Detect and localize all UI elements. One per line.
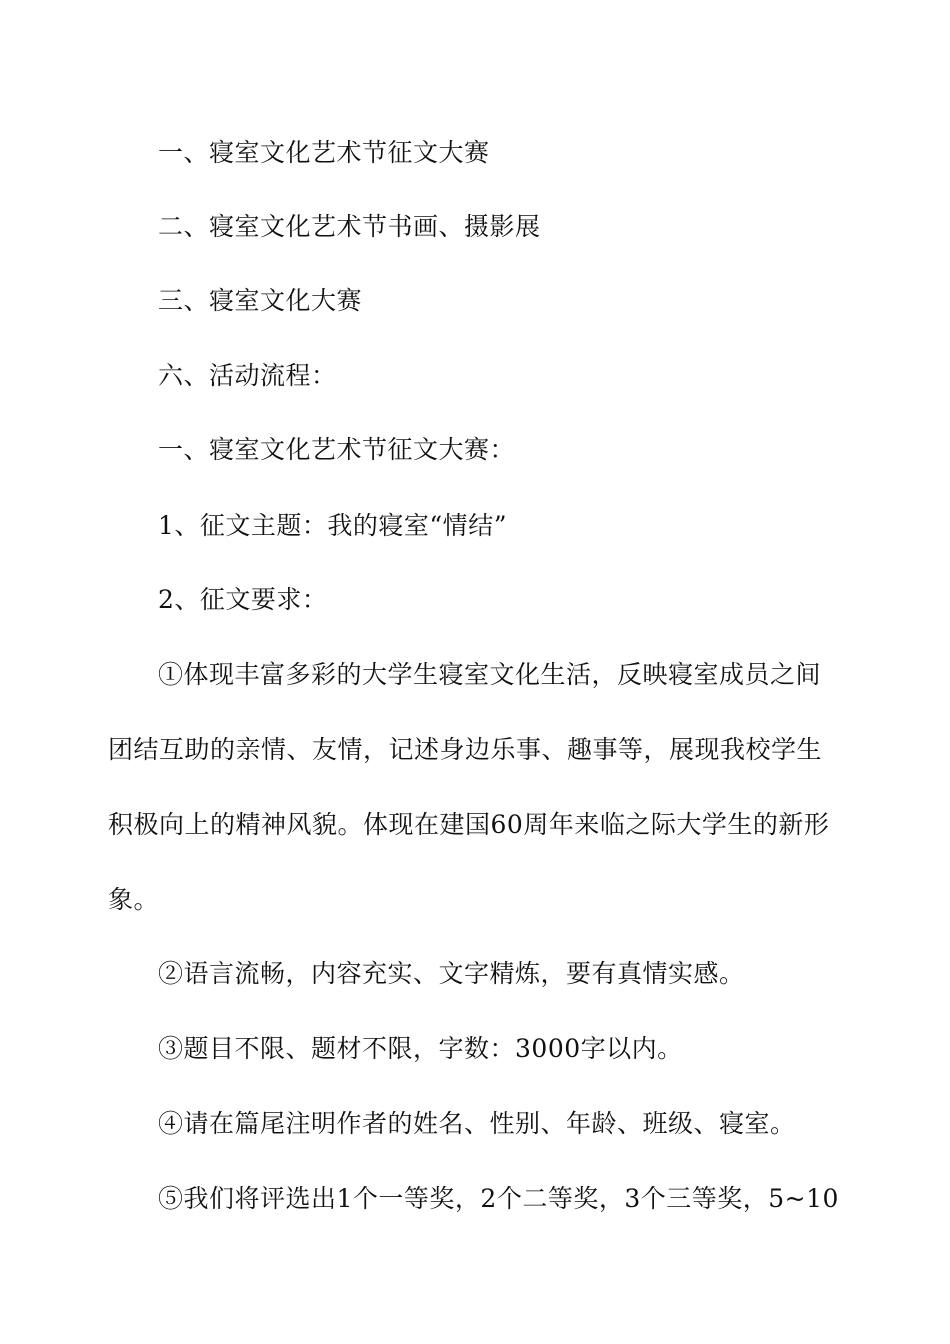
requirement-2: ②语言流畅，内容充实、文字精炼，要有真情实感。 xyxy=(158,959,745,988)
requirement-1-line-3: 积极向上的精神风貌。体现在建国60周年来临之际大学生的新形 xyxy=(108,810,830,839)
requirement-1-line-4: 象。 xyxy=(108,885,160,914)
section-heading-essay: 一、寝室文化艺术节征文大赛 xyxy=(158,138,490,167)
requirement-3: ③题目不限、题材不限，字数：3000字以内。 xyxy=(158,1034,683,1063)
section-heading-process: 六、活动流程： xyxy=(158,361,337,390)
section-heading-calligraphy: 二、寝室文化艺术节书画、摄影展 xyxy=(158,212,541,241)
requirement-1-line-2: 团结互助的亲情、友情，记述身边乐事、趣事等，展现我校学生 xyxy=(108,735,823,764)
essay-requirements-heading: 2、征文要求： xyxy=(158,585,328,614)
section-heading-contest: 三、寝室文化大赛 xyxy=(158,286,363,315)
subsection-heading-essay: 一、寝室文化艺术节征文大赛： xyxy=(158,435,516,464)
essay-theme: 1、征文主题：我的寝室“情结” xyxy=(158,511,507,540)
requirement-1-line-1: ①体现丰富多彩的大学生寝室文化生活，反映寝室成员之间 xyxy=(158,660,822,689)
requirement-5: ⑤我们将评选出1个一等奖，2个二等奖，3个三等奖，5~10 xyxy=(158,1184,839,1213)
requirement-4: ④请在篇尾注明作者的姓名、性别、年龄、班级、寝室。 xyxy=(158,1109,796,1138)
